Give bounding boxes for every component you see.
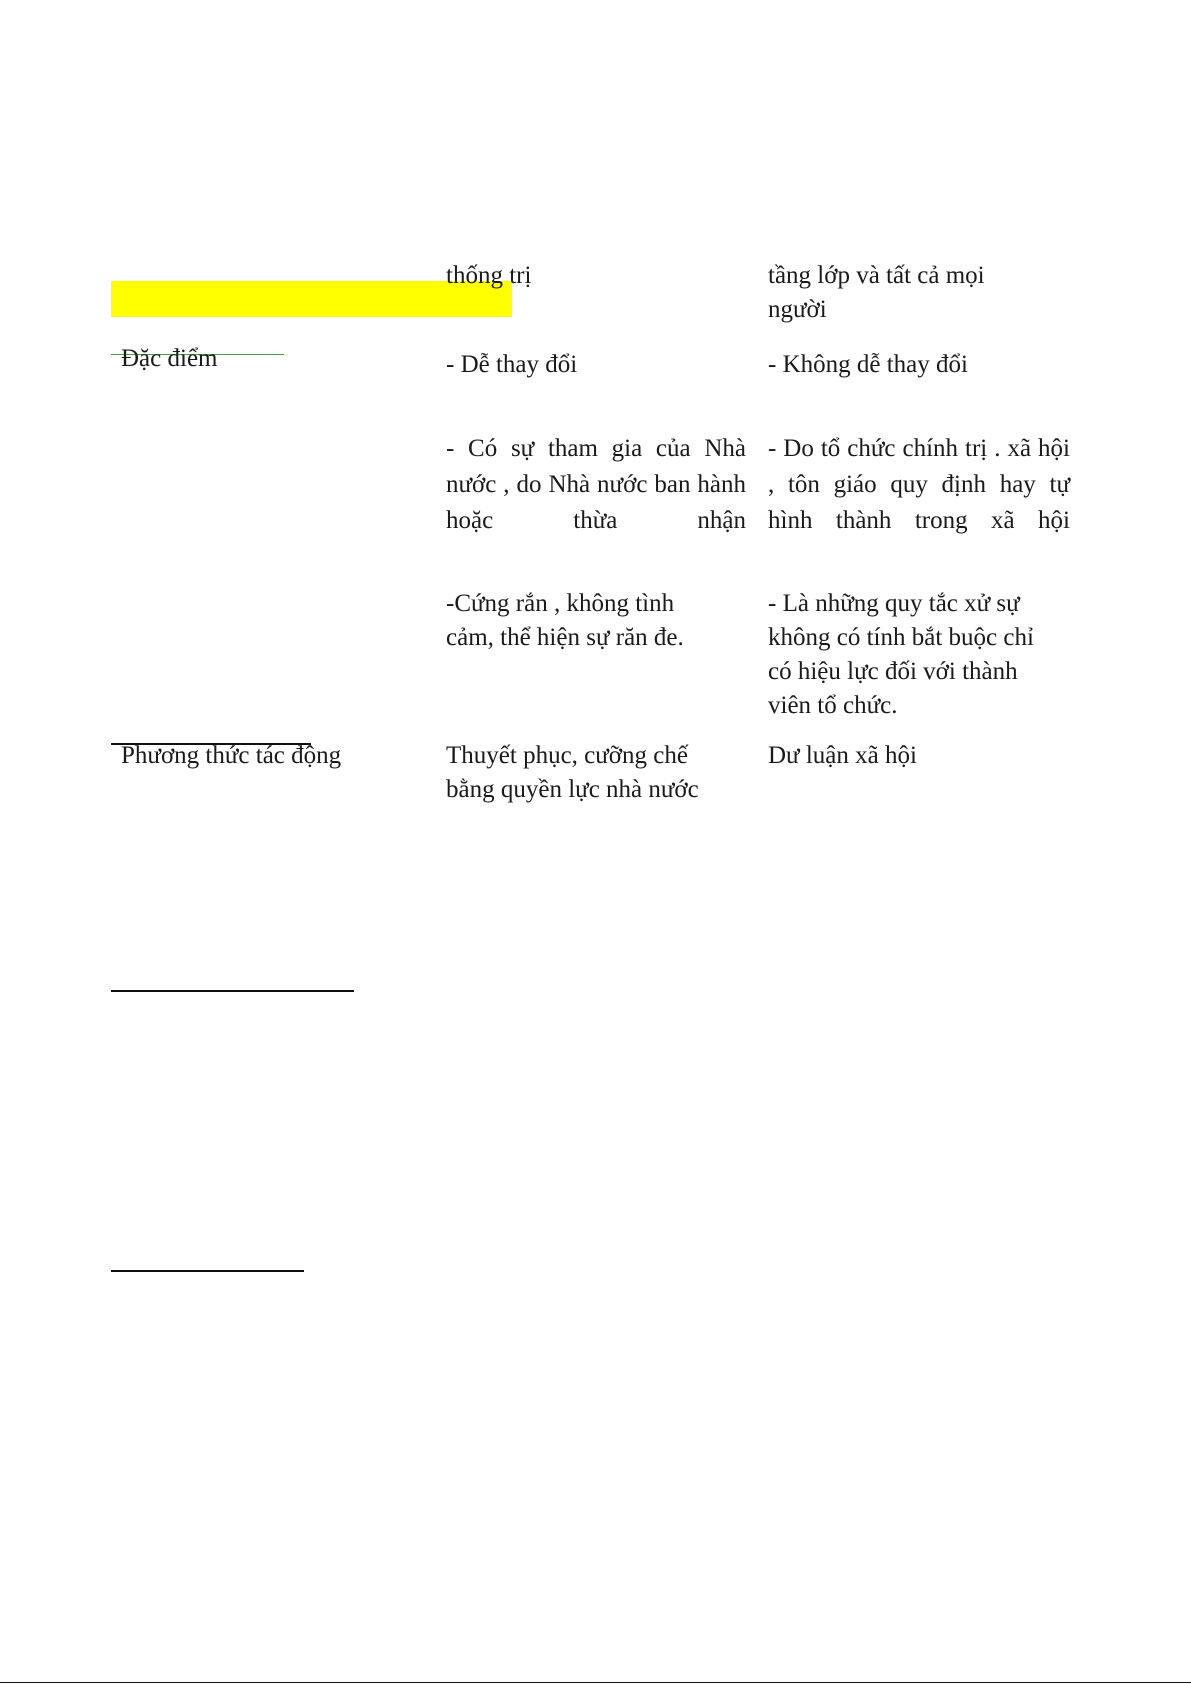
- cell-phuong-thuc-a: Thuyết phục, cưỡng chế bằng quyền lực nhà nước: [446, 742, 699, 803]
- cell-dac-diem-b-3: - Là những quy tắc xử sự không có tính bắt buộc chỉ có hiệu lực đối với thành viên tổ chức.: [768, 590, 1034, 719]
- page-bottom-rule: [0, 1682, 1191, 1683]
- row-label-dac-diem: Đặc điểm: [121, 345, 218, 372]
- continuation-col-b: tầng lớp và tất cả mọi người: [768, 262, 985, 323]
- cell-dac-diem-a-1: - Dễ thay đổi: [446, 351, 578, 378]
- continuation-col-a: thống trị: [446, 262, 532, 289]
- row-label-phuong-thuc: Phương thức tác động: [121, 742, 342, 769]
- cell-phuong-thuc-b: Dư luận xã hội: [768, 742, 917, 769]
- horizontal-rule: [111, 1270, 304, 1272]
- cell-dac-diem-a-3: -Cứng rắn , không tình cảm, thể hiện sự răn đe.: [446, 590, 684, 651]
- cell-dac-diem-a-2: - Có sự tham gia của Nhà nước , do Nhà nước ban hành hoặc thừa nhận: [446, 435, 746, 534]
- cell-dac-diem-b-1: - Không dễ thay đổi: [768, 351, 968, 378]
- horizontal-rule: [111, 990, 354, 992]
- cell-dac-diem-b-2: - Do tổ chức chính trị . xã hội , tôn giáo quy định hay tự hình thành trong xã hội: [768, 435, 1070, 534]
